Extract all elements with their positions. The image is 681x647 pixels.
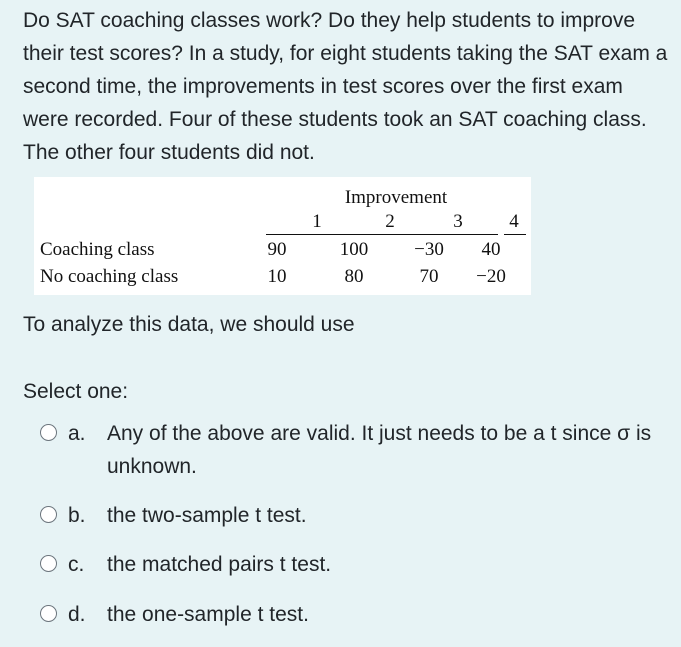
radio-button-c[interactable]: [40, 555, 57, 572]
option-text-c: the matched pairs t test.: [107, 553, 332, 576]
prompt-text: To analyze this data, we should use: [23, 313, 355, 336]
select-one-label: Select one:: [23, 380, 129, 403]
row-label-coaching: Coaching class: [40, 239, 155, 260]
cell-coaching-3: −30: [414, 239, 444, 260]
option-text-d: the one-sample t test.: [107, 603, 309, 626]
column-header-4: 4: [509, 211, 519, 232]
radio-button-a[interactable]: [40, 424, 57, 441]
column-header-3: 3: [453, 211, 463, 232]
cell-coaching-1: 90: [267, 239, 287, 260]
column-header-2: 2: [385, 211, 395, 232]
option-a[interactable]: [40, 417, 670, 483]
option-b[interactable]: [40, 499, 670, 532]
data-table: [34, 177, 531, 295]
cell-no-coaching-2: 80: [344, 266, 364, 287]
header-rule-right: [504, 234, 526, 235]
option-letter-a: a.: [68, 422, 86, 445]
option-text-a: Any of the above are valid. It just needs to be a t since σ is unknown.: [107, 422, 652, 478]
radio-button-d[interactable]: [40, 605, 57, 622]
option-letter-c: c.: [68, 553, 85, 576]
question-text: Do SAT coaching classes work? Do they help students to improve their test scores? In a study, for eight students taking the SAT exam a second time, the improvements in test scores over the first exam were recorded. Four of these students took an SAT coaching class. The other four students did not.: [23, 9, 668, 164]
cell-coaching-2: 100: [339, 239, 369, 260]
option-text-b: the two-sample t test.: [107, 504, 307, 527]
cell-no-coaching-3: 70: [419, 266, 439, 287]
cell-no-coaching-4: −20: [476, 266, 506, 287]
header-rule: [266, 234, 498, 235]
option-letter-d: d.: [68, 603, 86, 626]
option-letter-b: b.: [68, 504, 86, 527]
row-label-no-coaching: No coaching class: [40, 266, 179, 287]
option-c[interactable]: [40, 548, 670, 581]
radio-button-b[interactable]: [40, 506, 57, 523]
cell-coaching-4: 40: [481, 239, 501, 260]
option-d[interactable]: [40, 598, 670, 631]
table-header-improvement: Improvement: [344, 187, 448, 208]
column-header-1: 1: [312, 211, 322, 232]
cell-no-coaching-1: 10: [267, 266, 287, 287]
